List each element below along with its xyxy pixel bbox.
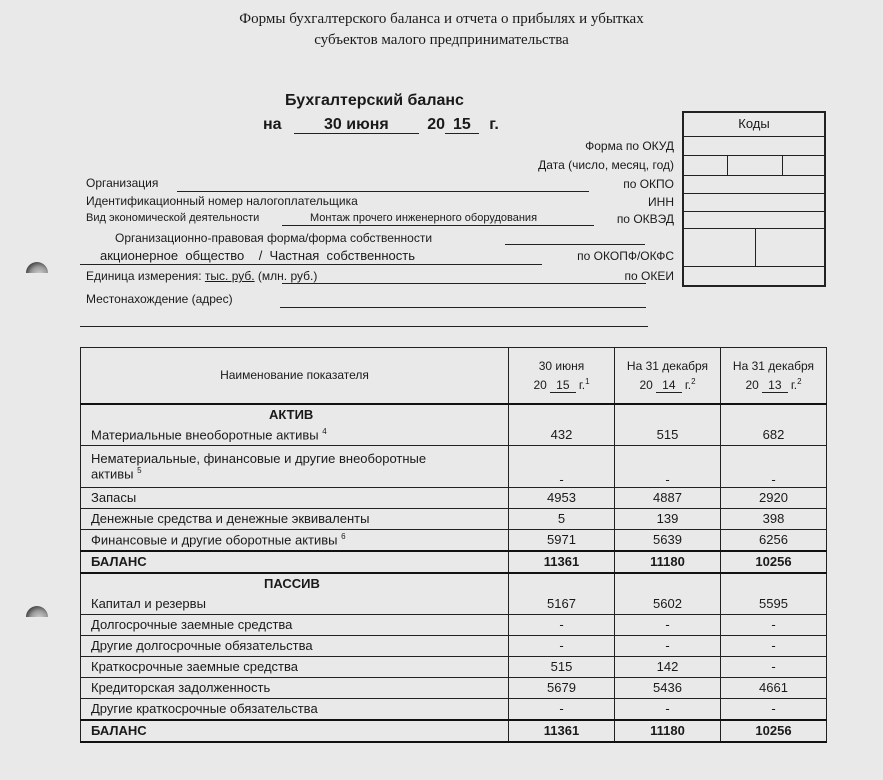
- punch-hole: [26, 262, 48, 284]
- codes-header: Коды: [738, 116, 770, 131]
- inn-code-label: ИНН: [648, 195, 674, 209]
- col-header-1: 30 июня 20 15 г.$^1$: [509, 348, 615, 404]
- page-title: Бухгалтерский баланс: [285, 92, 464, 109]
- activity-value: Монтаж прочего инженерного оборудования: [310, 212, 538, 224]
- table-row: Финансовые и другие оборотные активы $^6$ 5971 5639 6256: [81, 529, 827, 551]
- liability-total-row: БАЛАНС 11361 11180 10256: [81, 720, 827, 742]
- table-row: Нематериальные, финансовые и другие внеоборотные активы $^5$ - - -: [81, 445, 827, 487]
- form-header-line1: Формы бухгалтерского баланса и отчета о прибылях и убытках: [239, 11, 644, 27]
- okpo-label: по ОКПО: [623, 177, 674, 191]
- balance-table: [80, 347, 827, 743]
- liability-section-header: ПАССИВ: [81, 573, 509, 594]
- codes-box: [682, 111, 826, 287]
- okud-label: Форма по ОКУД: [585, 139, 674, 153]
- title-date: на 30 июня 20 15 г.: [263, 116, 499, 133]
- table-row: Краткосрочные заемные средства 515 142 -: [81, 656, 827, 677]
- unit-of-measure: Единица измерения: тыс. руб. (млн. руб.): [86, 269, 318, 283]
- organization-label: Организация: [86, 176, 159, 190]
- asset-section-header: АКТИВ: [81, 404, 509, 425]
- table-row: Другие краткосрочные обязательства - - -: [81, 698, 827, 720]
- col-name-header: Наименование показателя: [81, 348, 509, 404]
- punch-hole: [26, 606, 48, 628]
- form-header-line2: субъектов малого предпринимательства: [314, 32, 569, 48]
- date-label: Дата (число, месяц, год): [538, 158, 674, 172]
- okopf-label: по ОКОПФ/ОКФС: [577, 249, 674, 263]
- col-header-3: На 31 декабря 20 13 г.$^2$: [721, 348, 827, 404]
- legal-form-label: Организационно-правовая форма/форма собственности: [115, 231, 433, 245]
- unit-value: тыс. руб.: [204, 269, 255, 283]
- okved-label: по ОКВЭД: [616, 212, 674, 226]
- table-row: Другие долгосрочные обязательства - - -: [81, 635, 827, 656]
- legal-form-value: акционерное общество / Частная собственность: [100, 248, 415, 263]
- okei-label: по ОКЕИ: [624, 269, 674, 283]
- table-row: Капитал и резервы 5167 5602 5595: [81, 594, 827, 615]
- address-label: Местонахождение (адрес): [86, 292, 233, 306]
- table-row: Материальные внеоборотные активы $^4$ 432 515 682: [81, 425, 827, 446]
- inn-label: Идентификационный номер налогоплательщика: [86, 194, 358, 208]
- table-row: Денежные средства и денежные эквиваленты 5 139 398: [81, 508, 827, 529]
- col-header-2: На 31 декабря 20 14 г.$^2$: [615, 348, 721, 404]
- table-row: Запасы 4953 4887 2920: [81, 487, 827, 508]
- table-row: Кредиторская задолженность 5679 5436 4661: [81, 677, 827, 698]
- table-row: Долгосрочные заемные средства - - -: [81, 614, 827, 635]
- activity-label: Вид экономической деятельности: [86, 212, 260, 224]
- asset-total-row: БАЛАНС 11361 11180 10256: [81, 551, 827, 573]
